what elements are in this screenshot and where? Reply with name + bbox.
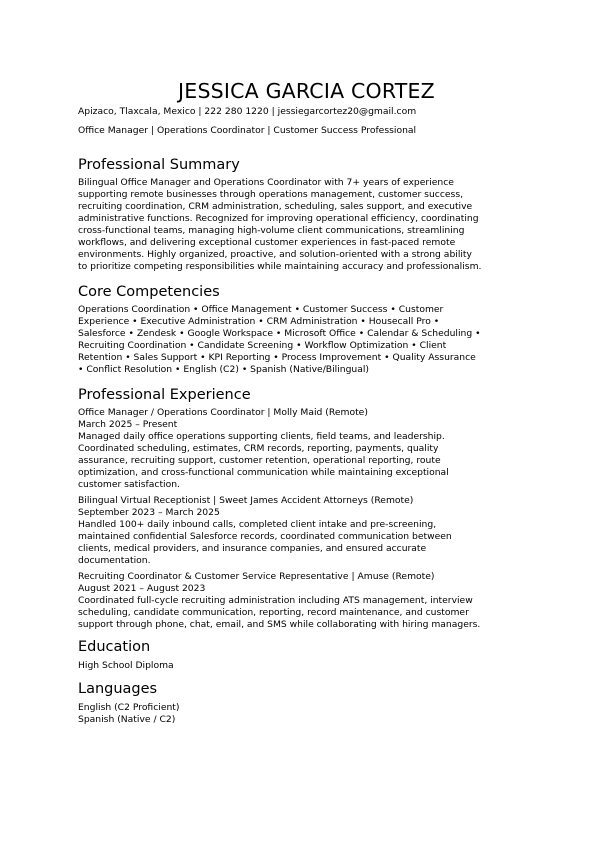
summary-line: environments. Highly organized, proactive, and solution-oriented with a strong ability bbox=[78, 249, 472, 260]
summary-line: cross-functional teams, managing high-volume client communications, streamlining bbox=[78, 225, 465, 236]
competencies-line: Retention • Sales Support • KPI Reporting • Process Improvement • Quality Assurance bbox=[78, 352, 476, 363]
summary-line: Bilingual Office Manager and Operations Coordinator with 7+ years of experience bbox=[78, 177, 454, 188]
job-description-line: customer satisfaction. bbox=[78, 479, 180, 490]
summary-line: supporting remote businesses through operations management, customer success, bbox=[78, 189, 464, 200]
job-heading: Bilingual Virtual Receptionist | Sweet James Accident Attorneys (Remote) bbox=[78, 495, 414, 506]
section-title-education: Education bbox=[78, 639, 151, 655]
language-item: English (C2 Proficient) bbox=[78, 702, 180, 713]
job-description-line: optimization, and cross-functional communication while maintaining exceptional bbox=[78, 467, 449, 478]
section-title-summary: Professional Summary bbox=[78, 157, 240, 173]
competencies-line: Experience • Executive Administration • CRM Administration • Housecall Pro • bbox=[78, 316, 440, 327]
job-description-line: documentation. bbox=[78, 555, 151, 566]
contact-info: Apizaco, Tlaxcala, Mexico | 222 280 1220 | jessiegarcortez20@gmail.com bbox=[78, 106, 417, 117]
professional-tagline: Office Manager | Operations Coordinator | Customer Success Professional bbox=[78, 125, 417, 136]
job-description-line: Handled 100+ daily inbound calls, completed client intake and pre-screening, bbox=[78, 519, 437, 530]
competencies-line: Operations Coordination • Office Management • Customer Success • Customer bbox=[78, 304, 444, 315]
competencies-line: • Conflict Resolution • English (C2) • Spanish (Native/Bilingual) bbox=[78, 364, 369, 375]
language-item: Spanish (Native / C2) bbox=[78, 714, 176, 725]
job-description-line: Coordinated scheduling, estimates, CRM records, reporting, payments, quality bbox=[78, 443, 439, 454]
education-item: High School Diploma bbox=[78, 660, 174, 671]
section-title-competencies: Core Competencies bbox=[78, 284, 220, 300]
job-description-line: Managed daily office operations supporting clients, field teams, and leadership. bbox=[78, 431, 445, 442]
summary-line: administrative functions. Recognized for improving operational efficiency, coordinating bbox=[78, 213, 479, 224]
job-dates: August 2021 – August 2023 bbox=[78, 583, 206, 594]
competencies-line: Salesforce • Zendesk • Google Workspace • Microsoft Office • Calendar & Scheduling • bbox=[78, 328, 481, 339]
job-dates: September 2023 – March 2025 bbox=[78, 507, 220, 518]
competencies-text bbox=[78, 304, 535, 376]
job-heading: Office Manager / Operations Coordinator | Molly Maid (Remote) bbox=[78, 407, 368, 418]
job-description-line: maintained confidential Salesforce records, coordinated communication between bbox=[78, 531, 452, 542]
summary-line: workflows, and delivering exceptional customer experiences in fast-paced remote bbox=[78, 237, 456, 248]
summary-text bbox=[78, 177, 535, 273]
job-description-line: support through phone, chat, email, and SMS while collaborating with hiring managers. bbox=[78, 619, 481, 630]
job-description-line: scheduling, candidate communication, reporting, record maintenance, and customer bbox=[78, 607, 469, 618]
job-heading: Recruiting Coordinator & Customer Service Representative | Amuse (Remote) bbox=[78, 571, 435, 582]
summary-line: recruiting coordination, CRM administration, scheduling, sales support, and executive bbox=[78, 201, 473, 212]
candidate-name: JESSICA GARCIA CORTEZ bbox=[178, 79, 435, 103]
job-description-line: assurance, recruiting support, customer retention, operational reporting, route bbox=[78, 455, 441, 466]
section-title-languages: Languages bbox=[78, 681, 158, 697]
job-entry bbox=[78, 407, 535, 491]
job-description-line: Coordinated full-cycle recruiting administration including ATS management, interview bbox=[78, 595, 473, 606]
section-title-experience: Professional Experience bbox=[78, 387, 251, 403]
competencies-line: Recruiting Coordination • Candidate Screening • Workflow Optimization • Client bbox=[78, 340, 447, 351]
job-description-line: clients, medical providers, and insurance companies, and ensured accurate bbox=[78, 543, 427, 554]
job-dates: March 2025 – Present bbox=[78, 419, 178, 430]
job-entry bbox=[78, 495, 535, 567]
summary-line: to prioritize competing responsibilities while maintaining accuracy and professionalism. bbox=[78, 261, 482, 272]
job-entry bbox=[78, 571, 535, 631]
